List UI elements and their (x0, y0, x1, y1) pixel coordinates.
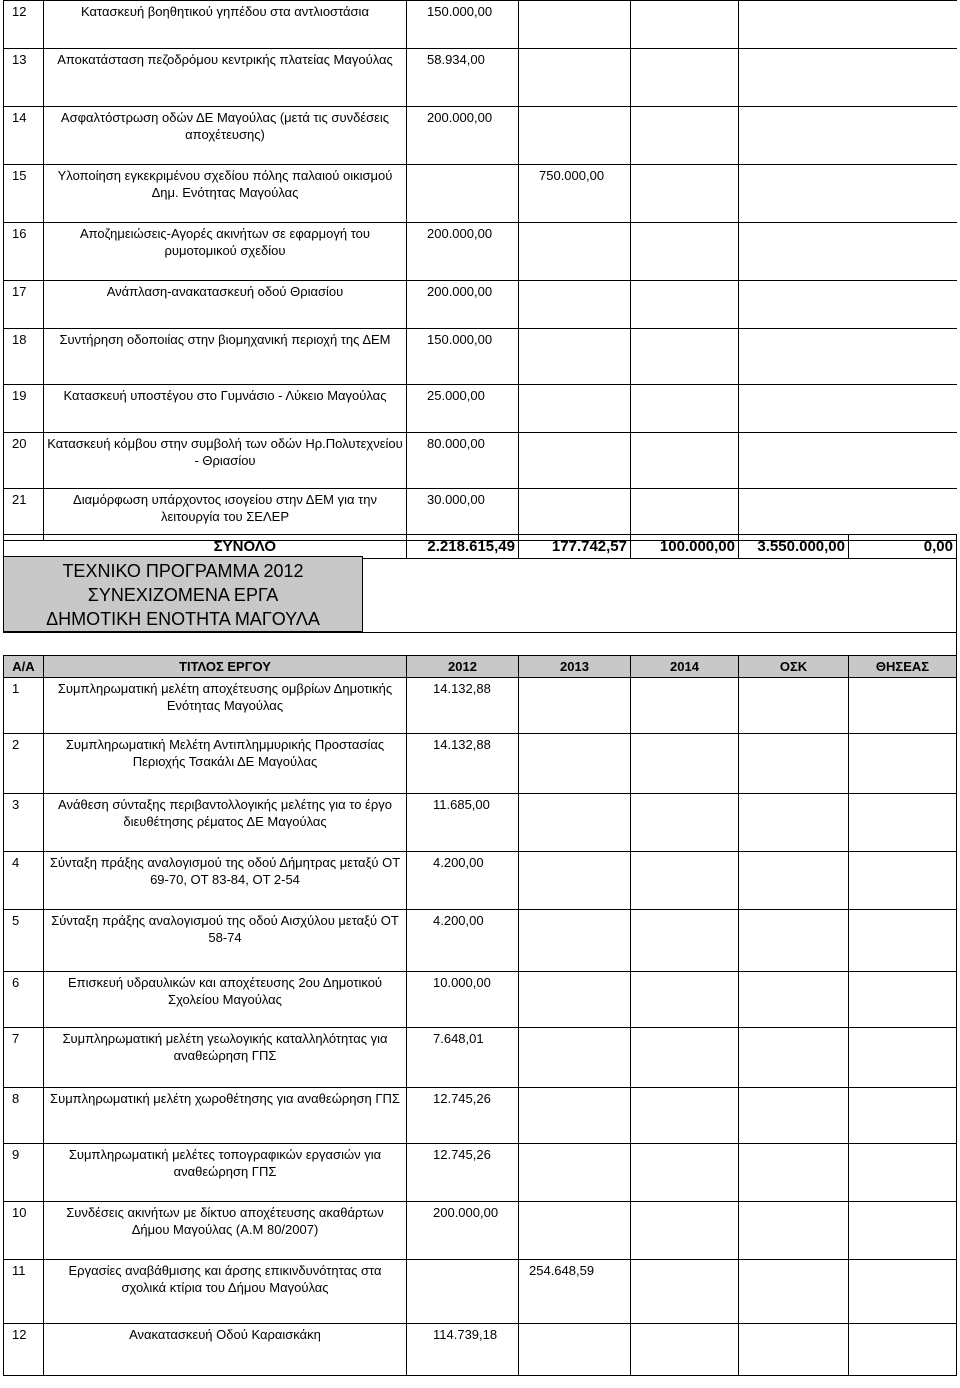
table-row (4, 1324, 957, 1376)
table-row (4, 852, 957, 910)
table-row (407, 107, 957, 165)
value-2013 (519, 1202, 631, 1260)
total-2012: 2.218.615,49 (407, 535, 519, 559)
table-row (4, 107, 407, 165)
table-row (407, 1, 957, 49)
table-row (407, 223, 957, 281)
value-2014 (631, 678, 739, 734)
value-2013 (519, 49, 631, 107)
table-row (4, 433, 407, 489)
table-row (4, 1088, 957, 1144)
col-aa: Α/Α (4, 656, 44, 678)
row-number: 18 (4, 329, 44, 385)
value-2012: 14.132,88 (407, 678, 519, 734)
col-title: ΤΙΤΛΟΣ ΕΡΓΟΥ (44, 656, 407, 678)
value-2013 (519, 1324, 631, 1376)
table-row (4, 165, 407, 223)
value-2013: 750.000,00 (519, 165, 631, 223)
value-2013 (519, 281, 631, 329)
row-title: Υλοποίηση εγκεκριμένου σχεδίου πόλης παλαιού οικισμού Δημ. Ενότητας Μαγούλας (44, 165, 407, 223)
value-2014 (631, 1088, 739, 1144)
value-2012: 150.000,00 (407, 1, 519, 49)
value-2013 (519, 1144, 631, 1202)
table-row (4, 281, 407, 329)
row-number: 20 (4, 433, 44, 489)
row-title: Συμπληρωματική Μελέτη Αντιπλημμυρικής Προστασίας Περιοχής Τσακάλι ΔΕ Μαγούλας (44, 734, 407, 794)
table-row (4, 910, 957, 972)
value-thiseas (849, 794, 957, 852)
value-2014 (631, 49, 739, 107)
value-2012: 10.000,00 (407, 972, 519, 1028)
row-number: 16 (4, 223, 44, 281)
value-2012: 14.132,88 (407, 734, 519, 794)
value-2013 (519, 1088, 631, 1144)
value-thiseas (849, 1088, 957, 1144)
value-2012: 150.000,00 (407, 329, 519, 385)
value-2013 (519, 107, 631, 165)
value-2014 (631, 1324, 739, 1376)
row-number: 21 (4, 489, 44, 541)
value-thiseas (849, 678, 957, 734)
row-number: 7 (4, 1028, 44, 1088)
row-title: Επισκευή υδραυλικών και αποχέτευσης 2ου Δημοτικού Σχολείου Μαγούλας (44, 972, 407, 1028)
value-2014 (631, 734, 739, 794)
value-2013 (519, 794, 631, 852)
value-empty (739, 165, 957, 223)
value-2012: 114.739,18 (407, 1324, 519, 1376)
value-2012: 200.000,00 (407, 281, 519, 329)
lower-projects-table (3, 655, 957, 1376)
table-row (4, 1144, 957, 1202)
row-title: Κατασκευή υποστέγου στο Γυμνάσιο - Λύκειο Μαγούλας (44, 385, 407, 433)
total-thiseas: 0,00 (849, 535, 957, 559)
value-2014 (631, 972, 739, 1028)
value-2014 (631, 1028, 739, 1088)
value-2014 (631, 1144, 739, 1202)
value-thiseas (849, 1324, 957, 1376)
table-row (4, 972, 957, 1028)
value-2013: 254.648,59 (519, 1260, 631, 1324)
col-2014: 2014 (631, 656, 739, 678)
value-osk (739, 1260, 849, 1324)
row-number: 14 (4, 107, 44, 165)
value-2013 (519, 852, 631, 910)
row-title: Αποκατάσταση πεζοδρόμου κεντρικής πλατείας Μαγούλας (44, 49, 407, 107)
value-empty (739, 329, 957, 385)
value-2012: 80.000,00 (407, 433, 519, 489)
table-row (407, 329, 957, 385)
row-title: Σύνταξη πράξης αναλογισμού της οδού Αισχύλου μεταξύ ΟΤ 58-74 (44, 910, 407, 972)
value-2013 (519, 1028, 631, 1088)
table-row (407, 489, 957, 541)
row-title: Συμπληρωματική μελέτες τοπογραφικών εργασιών για αναθεώρηση ΓΠΣ (44, 1144, 407, 1202)
value-osk (739, 1028, 849, 1088)
row-number: 12 (4, 1324, 44, 1376)
row-title: Σύνταξη πράξης αναλογισμού της οδού Δήμητρας μεταξύ ΟΤ 69-70, ΟΤ 83-84, ΟΤ 2-54 (44, 852, 407, 910)
row-title: Συμπληρωματική μελέτη χωροθέτησης για αναθεώρηση ΓΠΣ (44, 1088, 407, 1144)
value-osk (739, 1144, 849, 1202)
row-number: 15 (4, 165, 44, 223)
value-thiseas (849, 972, 957, 1028)
col-osk: ΟΣΚ (739, 656, 849, 678)
heading-line-2: ΣΥΝΕΧΙΖΟΜΕΝΑ ΕΡΓΑ (87, 585, 279, 605)
value-2013 (519, 329, 631, 385)
row-title: Συντήρηση οδοποιίας στην βιομηχανική περιοχή της ΔΕΜ (44, 329, 407, 385)
value-osk (739, 1324, 849, 1376)
value-2013 (519, 678, 631, 734)
value-empty (739, 433, 957, 489)
value-osk (739, 1202, 849, 1260)
row-number: 10 (4, 1202, 44, 1260)
value-thiseas (849, 1260, 957, 1324)
row-title: Διαμόρφωση υπάρχοντος ισογείου στην ΔΕΜ για την λειτουργία του ΣΕΛΕΡ (44, 489, 407, 541)
heading-line-1: ΤΕΧΝΙΚΟ ΠΡΟΓΡΑΜΜΑ 2012 (62, 561, 304, 581)
value-empty (739, 49, 957, 107)
row-number: 1 (4, 678, 44, 734)
upper-values-table (406, 0, 957, 541)
value-2013 (519, 734, 631, 794)
row-title: Εργασίες αναβάθμισης και άρσης επικινδυνότητας στα σχολικά κτίρια του Δήμου Μαγούλας (44, 1260, 407, 1324)
value-osk (739, 1088, 849, 1144)
value-2014 (631, 165, 739, 223)
table-row (4, 385, 407, 433)
table-row (4, 678, 957, 734)
row-number: 9 (4, 1144, 44, 1202)
upper-projects-table (3, 0, 407, 541)
row-number: 2 (4, 734, 44, 794)
value-empty (739, 385, 957, 433)
row-title: Ανάθεση σύνταξης περιβαντολλογικής μελέτης για το έργο διευθέτησης ρέματος ΔΕ Μαγούλας (44, 794, 407, 852)
total-2013: 177.742,57 (519, 535, 631, 559)
table-row (407, 165, 957, 223)
value-2012: 12.745,26 (407, 1088, 519, 1144)
value-thiseas (849, 852, 957, 910)
value-osk (739, 910, 849, 972)
value-2014 (631, 852, 739, 910)
value-2012: 4.200,00 (407, 910, 519, 972)
row-number: 13 (4, 49, 44, 107)
value-2012: 12.745,26 (407, 1144, 519, 1202)
table-row (4, 794, 957, 852)
value-2012: 200.000,00 (407, 223, 519, 281)
col-thiseas: ΘΗΣΕΑΣ (849, 656, 957, 678)
table-row (4, 329, 407, 385)
table-row (4, 49, 407, 107)
row-title: Κατασκευή βοηθητικού γηπέδου στα αντλιοστάσια (44, 1, 407, 49)
value-empty (739, 281, 957, 329)
value-2013 (519, 489, 631, 541)
value-2014 (631, 1260, 739, 1324)
total-label: ΣΥΝΟΛΟ (4, 535, 407, 559)
value-osk (739, 794, 849, 852)
row-title: Συνδέσεις ακινήτων με δίκτυο αποχέτευσης ακαθάρτων Δήμου Μαγούλας (Α.Μ 80/2007) (44, 1202, 407, 1260)
value-osk (739, 678, 849, 734)
value-2014 (631, 1202, 739, 1260)
value-2014 (631, 1, 739, 49)
table-row (4, 223, 407, 281)
value-2012: 7.648,01 (407, 1028, 519, 1088)
total-osk: 3.550.000,00 (739, 535, 849, 559)
row-title: Αποζημειώσεις-Αγορές ακινήτων σε εφαρμογή του ρυμοτομικού σχεδίου (44, 223, 407, 281)
divider (956, 556, 957, 656)
value-thiseas (849, 910, 957, 972)
value-2012: 200.000,00 (407, 107, 519, 165)
row-number: 12 (4, 1, 44, 49)
row-number: 3 (4, 794, 44, 852)
table-row (4, 1202, 957, 1260)
value-2013 (519, 1, 631, 49)
value-empty (739, 107, 957, 165)
value-2014 (631, 223, 739, 281)
value-2014 (631, 385, 739, 433)
row-title: Συμπληρωματική μελέτη αποχέτευσης ομβρίων Δημοτικής Ενότητας Μαγούλας (44, 678, 407, 734)
value-2013 (519, 972, 631, 1028)
value-2014 (631, 281, 739, 329)
value-2014 (631, 489, 739, 541)
row-number: 6 (4, 972, 44, 1028)
value-2012 (407, 165, 519, 223)
table-row (407, 433, 957, 489)
divider (3, 632, 956, 633)
value-2014 (631, 794, 739, 852)
heading-line-3: ΔΗΜΟΤΙΚΗ ΕΝΟΤΗΤΑ ΜΑΓΟΥΛΑ (46, 609, 320, 629)
row-title: Ασφαλτόστρωση οδών ΔΕ Μαγούλας (μετά τις συνδέσεις αποχέτευσης) (44, 107, 407, 165)
value-2012: 4.200,00 (407, 852, 519, 910)
value-2013 (519, 910, 631, 972)
value-thiseas (849, 1202, 957, 1260)
value-thiseas (849, 734, 957, 794)
value-empty (739, 489, 957, 541)
col-2013: 2013 (519, 656, 631, 678)
value-2014 (631, 433, 739, 489)
value-2013 (519, 223, 631, 281)
row-number: 4 (4, 852, 44, 910)
row-title: Ανάπλαση-ανακατασκευή οδού Θριασίου (44, 281, 407, 329)
value-empty (739, 223, 957, 281)
value-2013 (519, 433, 631, 489)
table-row (407, 49, 957, 107)
value-empty (739, 1, 957, 49)
table-row (4, 1260, 957, 1324)
row-number: 19 (4, 385, 44, 433)
value-2012: 58.934,00 (407, 49, 519, 107)
value-thiseas (849, 1144, 957, 1202)
table-row (4, 1028, 957, 1088)
row-number: 8 (4, 1088, 44, 1144)
table-row (407, 281, 957, 329)
row-title: Ανακατασκευή Οδού Καραισκάκη (44, 1324, 407, 1376)
row-number: 11 (4, 1260, 44, 1324)
row-title: Συμπληρωματική μελέτη γεωλογικής καταλληλότητας για αναθεώρηση ΓΠΣ (44, 1028, 407, 1088)
table-row (4, 734, 957, 794)
value-2014 (631, 107, 739, 165)
value-2012: 25.000,00 (407, 385, 519, 433)
row-number: 5 (4, 910, 44, 972)
value-2012: 30.000,00 (407, 489, 519, 541)
value-osk (739, 972, 849, 1028)
value-2012: 200.000,00 (407, 1202, 519, 1260)
row-title: Κατασκευή κόμβου στην συμβολή των οδών Ηρ.Πολυτεχνείου - Θριασίου (44, 433, 407, 489)
value-thiseas (849, 1028, 957, 1088)
value-osk (739, 734, 849, 794)
value-2012: 11.685,00 (407, 794, 519, 852)
value-2013 (519, 385, 631, 433)
row-number: 17 (4, 281, 44, 329)
table-row (4, 489, 407, 541)
value-2012 (407, 1260, 519, 1324)
col-2012: 2012 (407, 656, 519, 678)
value-2014 (631, 910, 739, 972)
table-row (407, 385, 957, 433)
table-row (4, 1, 407, 49)
section-heading (3, 556, 363, 632)
total-2014: 100.000,00 (631, 535, 739, 559)
value-osk (739, 852, 849, 910)
value-2014 (631, 329, 739, 385)
